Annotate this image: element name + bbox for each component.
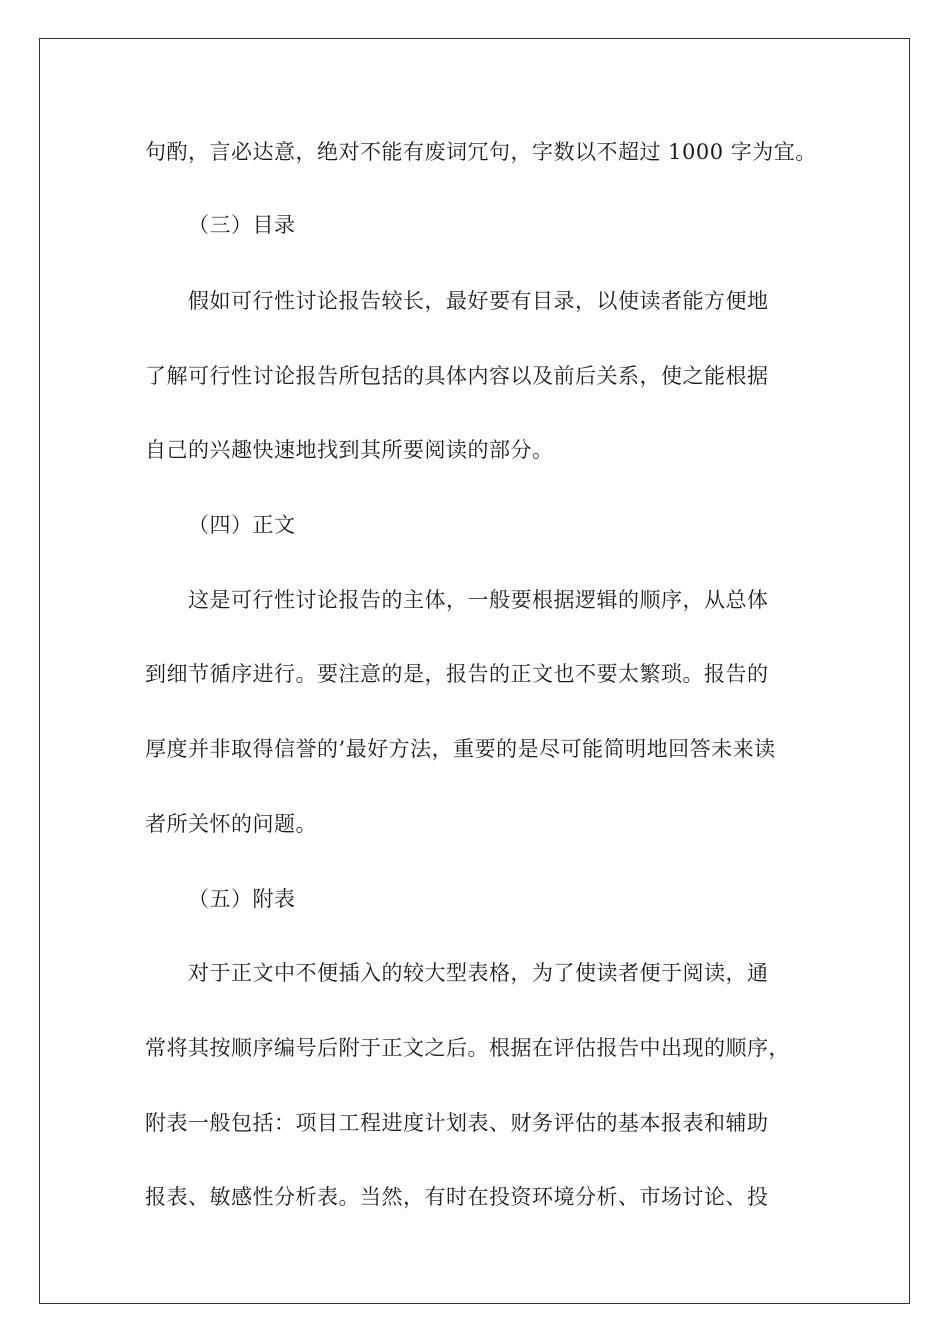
paragraph-line: 这是可行性讨论报告的主体，一般要根据逻辑的顺序，从总体 [188, 588, 769, 612]
paragraph-line: 自己的兴趣快速地找到其所要阅读的部分。 [145, 438, 554, 462]
section-heading-toc: （三）目录 [188, 213, 296, 237]
paragraph-line: 者所关怀的问题。 [145, 812, 317, 836]
paragraph-line: 到细节循序进行。要注意的是，报告的正文也不要太繁琐。报告的 [145, 662, 769, 686]
paragraph-line: 附表一般包括：项目工程进度计划表、财务评估的基本报表和辅助 [145, 1111, 769, 1135]
paragraph-line: 报表、敏感性分析表。当然，有时在投资环境分析、市场讨论、投 [145, 1185, 769, 1209]
paragraph-line: 了解可行性讨论报告所包括的具体内容以及前后关系，使之能根据 [145, 364, 769, 388]
section-heading-appendix: （五）附表 [188, 887, 296, 911]
paragraph-line: 对于正文中不便插入的较大型表格，为了使读者便于阅读，通 [188, 961, 769, 985]
section-heading-body: （四）正文 [188, 513, 296, 537]
paragraph-line: 句酌，言必达意，绝对不能有废词冗句，字数以不超过 1000 字为宜。 [145, 140, 817, 164]
paragraph-line: 假如可行性讨论报告较长，最好要有目录，以使读者能方便地 [188, 289, 769, 313]
paragraph-line: 常将其按顺序编号后附于正文之后。根据在评估报告中出现的顺序， [145, 1036, 790, 1060]
paragraph-line: 厚度并非取得信誉的’最好方法，重要的是尽可能简明地回答未来读 [145, 737, 776, 761]
